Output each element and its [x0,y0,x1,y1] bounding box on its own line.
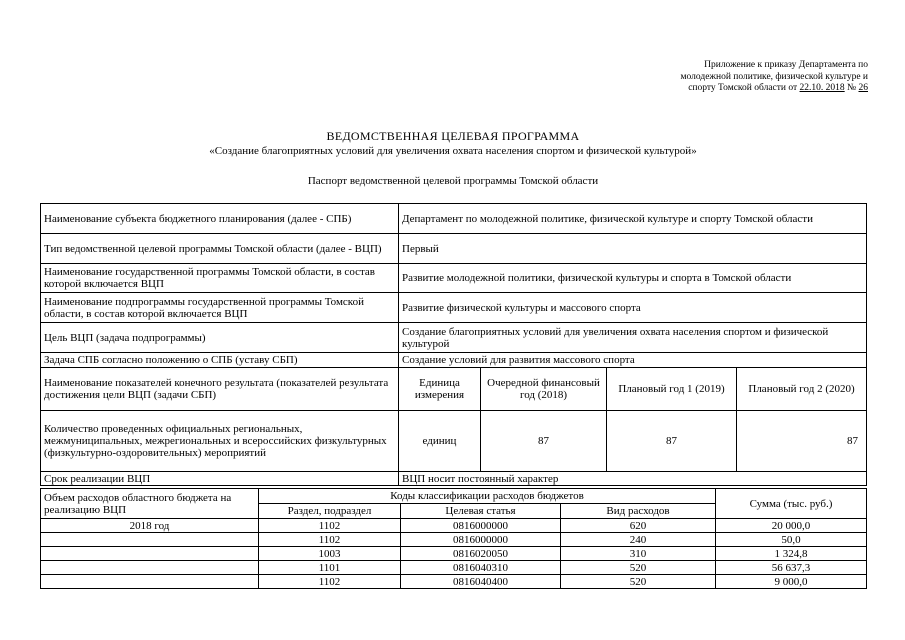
type-header: Вид расходов [561,504,716,519]
year2-header: Плановый год 1 (2019) [607,368,737,411]
article-cell: 0816020050 [401,547,561,561]
sum-cell: 50,0 [716,533,867,547]
gp-label: Наименование государственной программы Томской области, в состав которой включается ВЦП [41,264,399,293]
sum-cell: 20 000,0 [716,519,867,533]
annex-number-prefix: № [844,83,859,93]
indicator-year3: 87 [737,411,867,472]
type-value: Первый [399,234,867,264]
year-cell: 2018 год [41,519,259,533]
task-value: Создание условий для развития массового спорта [399,353,867,368]
table-row [41,547,867,561]
article-cell: 0816040400 [401,575,561,589]
goal-value: Создание благоприятных условий для увеличения охвата населения спортом и физической культурой [399,323,867,353]
article-cell: 0816040310 [401,561,561,575]
table-row [41,533,867,547]
sum-cell: 1 324,8 [716,547,867,561]
codes-header: Коды классификации расходов бюджетов [259,489,716,504]
program-subtitle: «Создание благоприятных условий для увеличения охвата населения спортом и физической культурой» [209,145,697,157]
sum-cell: 9 000,0 [716,575,867,589]
unit-header: Единица измерения [399,368,481,411]
year-cell [41,533,259,547]
table-row [41,204,867,234]
article-cell: 0816000000 [401,519,561,533]
table-row [41,264,867,293]
table-row [41,234,867,264]
table-row [41,293,867,323]
table-row [41,561,867,575]
section-header: Раздел, подраздел [259,504,401,519]
section-cell: 1003 [259,547,401,561]
annex-line-2: молодежной политике, физической культуре и [680,71,868,82]
indicator-year1: 87 [481,411,607,472]
annex-line-3 [568,83,868,95]
budget-table [40,488,867,589]
annex-line-3-prefix: спорту Томской области от [688,83,800,93]
table-row [41,575,867,589]
table-row [41,323,867,353]
indicator-unit: единиц [399,411,481,472]
annex-note [568,60,868,95]
program-title: ВЕДОМСТВЕННАЯ ЦЕЛЕВАЯ ПРОГРАММА [326,129,580,143]
year-cell [41,547,259,561]
sum-header: Сумма (тыс. руб.) [716,489,867,519]
task-label: Задача СПБ согласно положению о СПБ (уставу СБП) [41,353,399,368]
table-row [41,353,867,368]
year-cell [41,575,259,589]
indicator-name: Количество проведенных официальных региональных, межмуниципальных, межрегиональных и всероссийских физкультурных (физкультурно-оздоровительных) мероприятий [41,411,399,472]
table-row [41,368,867,411]
table-row [41,472,867,486]
section-cell: 1102 [259,519,401,533]
term-label: Срок реализации ВЦП [41,472,399,486]
article-header: Целевая статья [401,504,561,519]
spb-value: Департамент по молодежной политике, физической культуре и спорту Томской области [399,204,867,234]
year1-header: Очередной финансовый год (2018) [481,368,607,411]
type-cell: 520 [561,575,716,589]
spb-label: Наименование субъекта бюджетного планирования (далее - СПБ) [41,204,399,234]
section-cell: 1101 [259,561,401,575]
subprogram-label: Наименование подпрограммы государственной программы Томской области, в состав которой включается ВЦП [41,293,399,323]
sum-cell: 56 637,3 [716,561,867,575]
term-value: ВЦП носит постоянный характер [399,472,867,486]
passport-title: Паспорт ведомственной целевой программы Томской области [307,175,599,187]
year-cell [41,561,259,575]
annex-number: 26 [858,83,868,93]
table-row [41,411,867,472]
section-cell: 1102 [259,575,401,589]
type-cell: 240 [561,533,716,547]
passport-table [40,203,867,486]
indicators-label: Наименование показателей конечного результата (показателей результата достижения цели ВЦП (задачи СБП) [41,368,399,411]
goal-label: Цель ВЦП (задача подпрограммы) [41,323,399,353]
type-cell: 520 [561,561,716,575]
type-label: Тип ведомственной целевой программы Томской области (далее - ВЦП) [41,234,399,264]
budget-label: Объем расходов областного бюджета на реализацию ВЦП [41,489,259,519]
indicator-year2: 87 [607,411,737,472]
table-row [41,519,867,533]
type-cell: 620 [561,519,716,533]
gp-value: Развитие молодежной политики, физической культуры и спорта в Томской области [399,264,867,293]
annex-date: 22.10. 2018 [799,83,845,93]
section-cell: 1102 [259,533,401,547]
year3-header: Плановый год 2 (2020) [737,368,867,411]
article-cell: 0816000000 [401,533,561,547]
table-row [41,489,867,504]
subprogram-value: Развитие физической культуры и массового спорта [399,293,867,323]
annex-line-1: Приложение к приказу Департамента по [704,60,868,70]
type-cell: 310 [561,547,716,561]
